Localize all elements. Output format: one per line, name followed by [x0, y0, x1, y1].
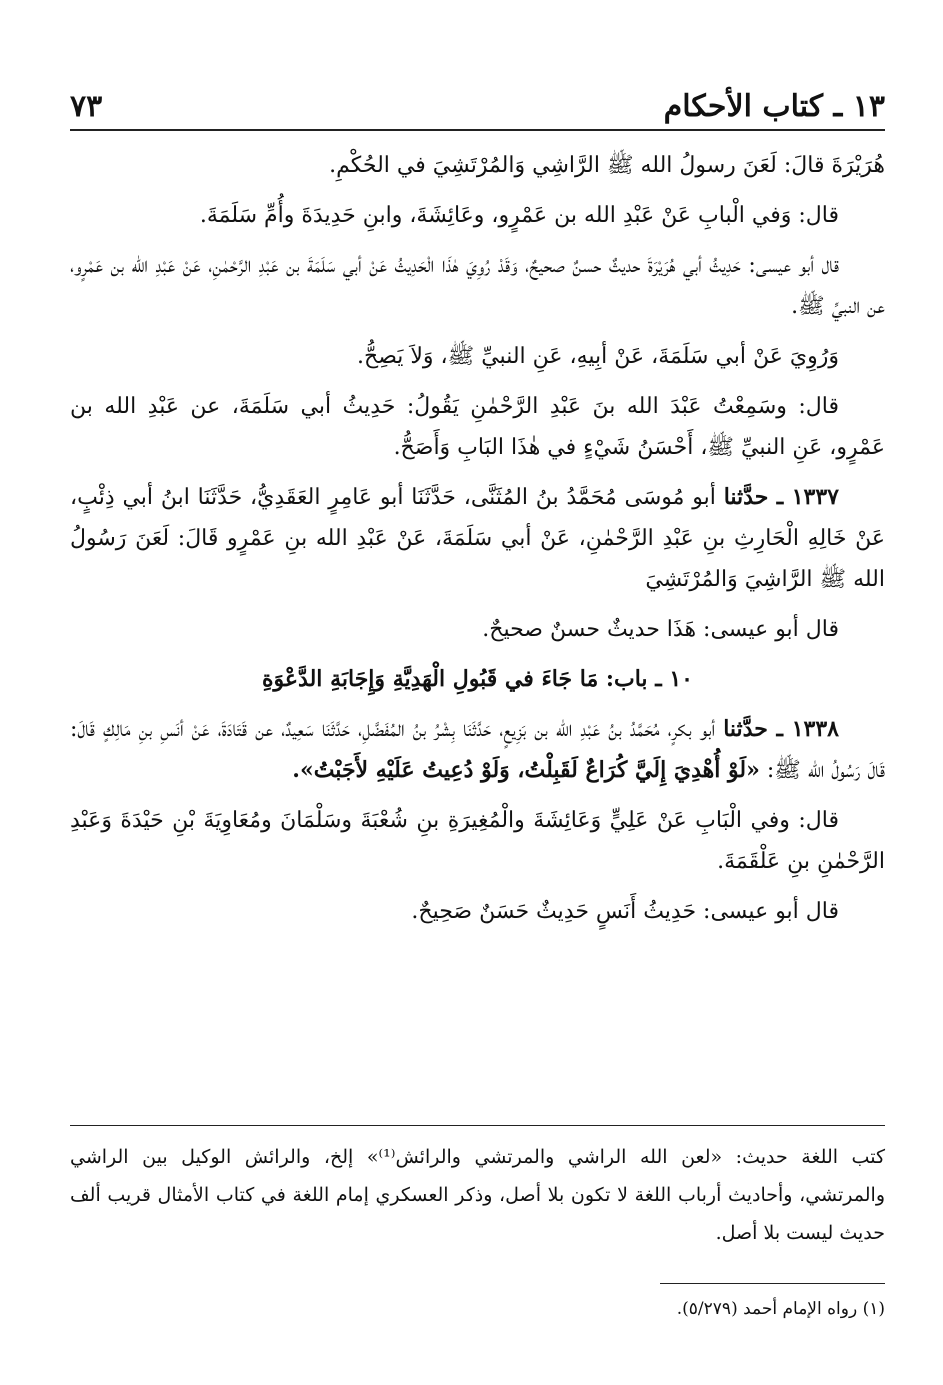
hadith-1338: [70, 709, 885, 791]
hadith-number: ١٣٣٧ ـ حدَّثنا: [723, 484, 839, 510]
commentary-note: كتب اللغة حديث: «لعن الله الراشي والمرتشي والرائش⁽¹⁾» إلخ، والرائش الوكيل بين الراشي والمرتشي، وأحاديث أرباب اللغة لا تكون بلا أصل، وذكر العسكري إمام اللغة في كتاب الأمثال قريب ألف حديث ليست بلا أصل.: [70, 1146, 885, 1244]
chapter-heading: ١٠ ـ باب: مَا جَاءَ في قَبُولِ الْهَدِيَّةِ وَإِجَابَةِ الدَّعْوَةِ: [262, 666, 693, 692]
hadith-number: ١٣٣٨ ـ حدَّثنا: [723, 716, 839, 742]
page-number: ٧٣: [70, 89, 103, 124]
hadith-text: أبو مُوسَى مُحَمَّدُ بنُ المُثَنَّى، حَدَّثَنَا أبو عَامِرٍ العَقَدِيُّ، حَدَّثَنَا ابنُ أبي ذِئْبٍ، عَنْ خَالِهِ الْحَارِثِ بنِ عَبْدِ الرَّحْمٰنِ، عَنْ أبي سَلَمَةَ، عَنْ عَبْدِ الله بنِ عَمْرٍو قَالَ: لَعَنَ رَسُولُ الله ﷺ الرَّاشِيَ وَالمُرْتَشِيَ: [70, 485, 885, 592]
page-header: [70, 74, 885, 124]
hadith-1337: [70, 477, 885, 600]
paragraph: قال: وسَمِعْتُ عَبْدَ الله بنَ عَبْدِ الرَّحْمٰنِ يَقُولُ: حَدِيثُ أبي سَلَمَةَ، عن عَبْدِ الله بن عَمْرٍو، عَنِ النبيِّ ﷺ، أَحْسَنُ شَيْءٍ في هٰذَا البَابِ وَأَصَحُّ.: [70, 394, 885, 460]
paragraph: قال: وفي الْبَابِ عَنْ عَلِيٍّ وَعَائِشَةَ والْمُغِيرَةِ بنِ شُعْبَةَ وسَلْمَانَ ومُعَاوِيَةَ بْنِ حَيْدَةَ وَعَبْدِ الرَّحْمٰنِ بنِ عَلْقَمَةَ.: [70, 808, 885, 874]
main-text: [70, 145, 885, 941]
paragraph: هُرَيْرَةَ قالَ: لَعَنَ رسولُ الله ﷺ الرَّاشِي وَالمُرْتَشِيَ في الحُكْمِ.: [329, 153, 885, 178]
hadith-quote: «لَوْ أُهْدِيَ إِلَيَّ كُرَاعٌ لَقَبِلْتُ، وَلَوْ دُعِيتُ عَلَيْهِ لأَجَبْتُ».: [292, 757, 760, 783]
paragraph: قال أبو عيسى: هَذَا حديثٌ حسنٌ صحيحٌ.: [482, 617, 839, 642]
hadith-text: أبو بكرٍ، مُحَمَّدُ بنُ عَبْدِ الله بن بَزِيعٍ، حَدَّثَنَا بِشْرُ بنُ المُفَضَّلِ، حَدَّثَنَا سَعِيدٌ، عن قَتَادَةَ، عَنْ أنَسِ بنِ مَالِكٍ قَالَ: قَالَ رَسُولُ الله ﷺ:: [70, 717, 885, 783]
footer-divider: [70, 1125, 885, 1126]
footnote: (١) رواه الإمام أحمد (٥/٢٧٩).: [676, 1299, 885, 1319]
paragraph: وَرُوِيَ عَنْ أبي سَلَمَةَ، عَنْ أبِيهِ، عَنِ النبيِّ ﷺ، وَلاَ يَصِحُّ.: [357, 344, 839, 369]
footnote-divider: [660, 1283, 885, 1284]
chapter-title: ١٣ ـ كتاب الأحكام: [663, 89, 885, 124]
paragraph: قال أبو عيسى: حَدِيثُ أبي هُرَيْرَةَ حديثٌ حسنٌ صحيحٌ، وَقَدْ رُوِيَ هٰذَا الْحَدِيثُ عَنْ أبي سَلَمَةَ بن عَبْدِ الرَّحْمٰنِ، عَنْ عَبْدِ الله بن عَمْرٍو، عن النبيِّ ﷺ.: [70, 253, 885, 319]
paragraph: قال: وَفي الْبابِ عَنْ عَبْدِ الله بن عَمْرٍو، وعَائِشَةَ، وابنِ حَدِيدَةَ وأُمِّ سَلَمَةَ.: [199, 203, 839, 228]
paragraph: قال أبو عيسى: حَدِيثُ أَنَسٍ حَدِيثٌ حَسَنٌ صَحِيحٌ.: [411, 899, 839, 924]
header-divider: [70, 129, 885, 131]
